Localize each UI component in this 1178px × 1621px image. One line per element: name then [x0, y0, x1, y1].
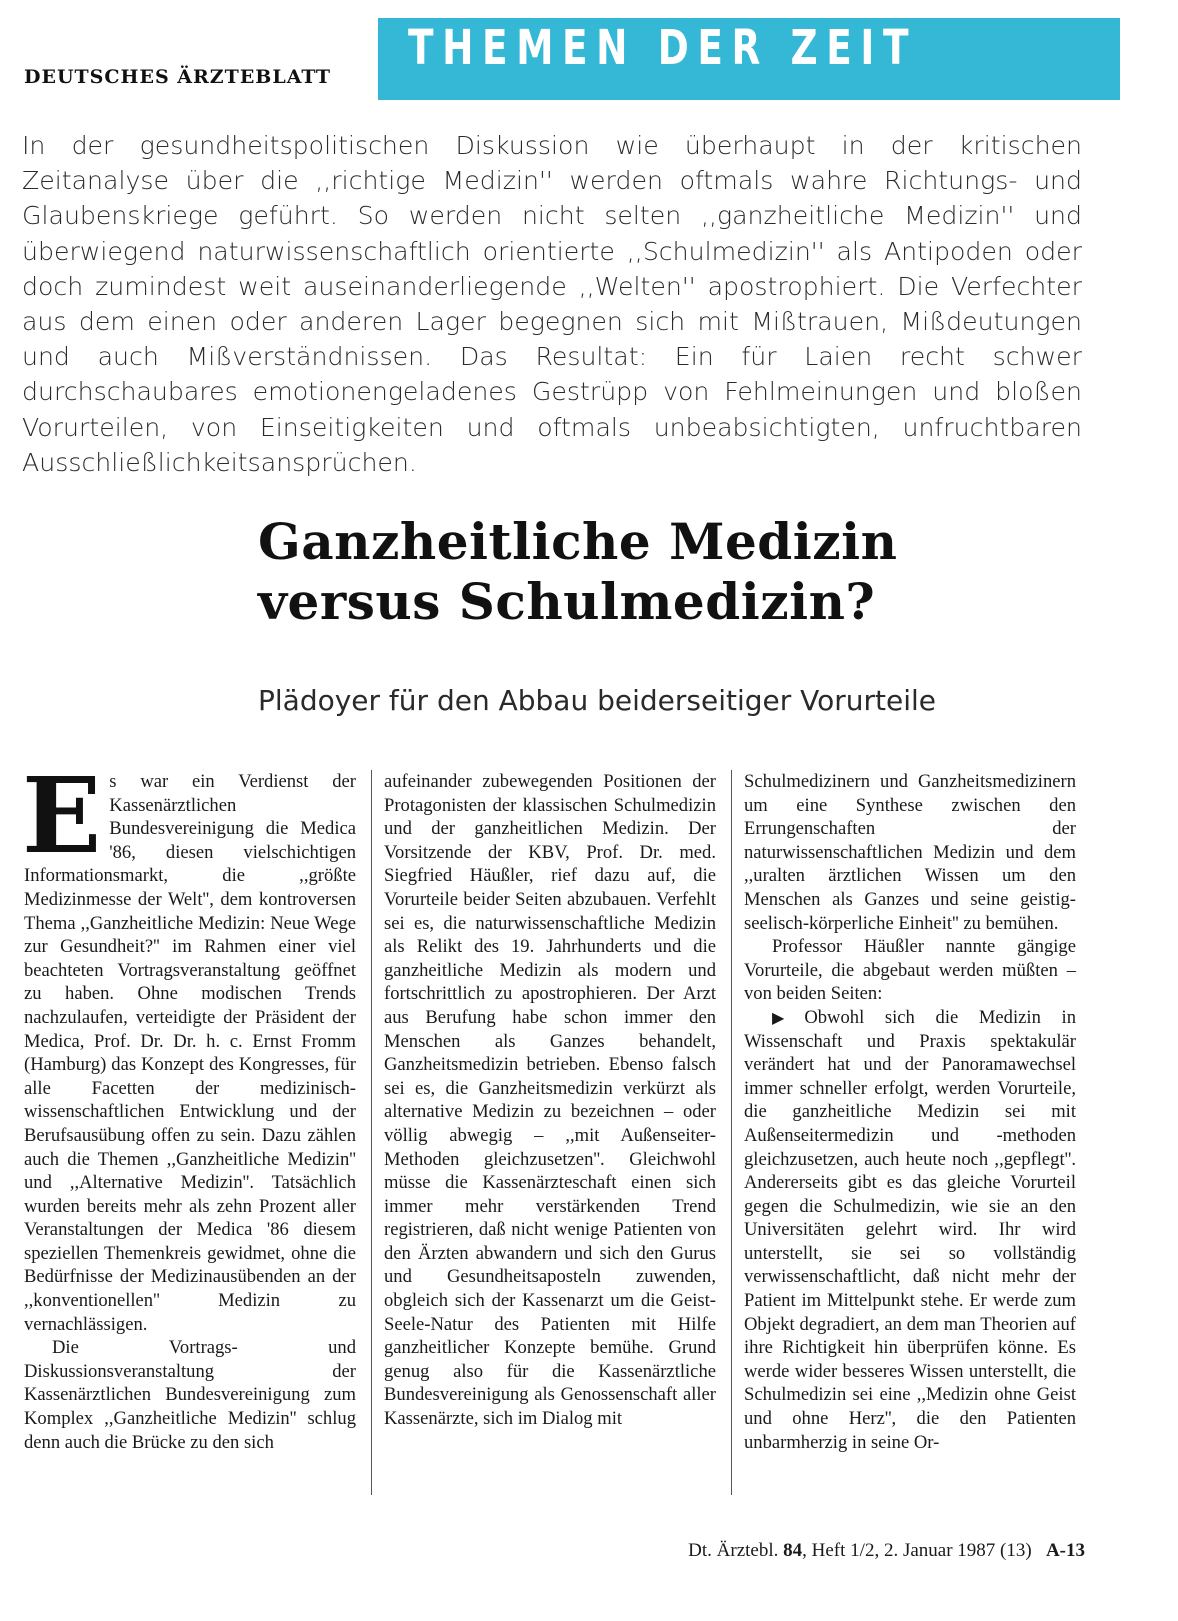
headline-line-2: versus Schulmedizin? [258, 572, 876, 631]
body-paragraph: Schulmedizinern und Ganzheitsmedizinern um eine Synthese zwischen den Errungenschaften der naturwissenschaftlichen Medizin und dem ,,uralten ärztlichen Wissen um den Menschen als Ganzes und seine geistig-seelisch-körperliche Einheit'' zu bemühen. [744, 771, 1076, 934]
article-subtitle: Plädoyer für den Abbau beiderseitiger Vorurteile [258, 684, 937, 717]
footer-volume: 84 [783, 1540, 803, 1561]
drop-cap: E [22, 754, 102, 877]
journal-name: DEUTSCHES ÄRZTEBLATT [24, 66, 332, 88]
masthead [18, 18, 1123, 100]
page-footer [600, 1540, 1085, 1562]
body-paragraph: Die Vortrags- und Diskussionsveranstaltung der Kassenärztlichen Bundesvereinigung zum Komplex ,,Ganzheitliche Medizin'' schlug denn auch die Brücke zu den sich [24, 1337, 356, 1453]
column-divider [731, 770, 732, 1495]
headline-line-1: Ganzheitliche Medizin [258, 512, 898, 571]
body-paragraph: aufeinander zubewegenden Positionen der Protagonisten der klassischen Schulmedizin und der ganzheitlichen Medizin. Der Vorsitzende der KBV, Prof. Dr. med. Siegfried Häußler, rief dazu auf, die Vorurteile beider Seiten abzubauen. Verfehlt sei es, die naturwissenschaftliche Medizin als Relikt des 19. Jahrhunderts und die ganzheitliche Medizin als modern und fortschrittlich zu apostrophieren. Der Arzt aus Berufung habe schon immer den Menschen als Ganzes behandelt, Ganzheitsmedizin betrieben. Ebenso falsch sei es, die Ganzheitsmedizin verkürzt als alternative Medizin zu bezeichnen – oder völlig abwegig – ,,mit Außenseiter-Methoden gleichzusetzen''. Gleichwohl müsse die Kassenärzteschaft einen sich immer mehr verstärkenden Trend registrieren, daß nicht wenige Patienten von den Ärzten abwandern und sich den Gurus und Gesundheitsaposteln zuwenden, obgleich sich der Kassenarzt um die Geist-Seele-Natur des Patienten mit Hilfe ganzheitlicher Konzepte bemühe. Grund genug also für die Kassenärztliche Bundesvereinigung als Genossenschaft aller Kassenärzte, sich im Dialog mit [384, 771, 716, 1430]
bullet-text: Obwohl sich die Medizin in Wissenschaft und Praxis spektakulär verändert hat und der Panoramawechsel immer schneller erfolgt, werden Vorurteile, die ganzheitliche Medizin sei mit Außenseitermedizin und -methoden gleichzusetzen, auch heute noch ,,gepflegt''. Andererseits gibt es das gleiche Vorurteil gegen die Schulmedizin, wie sie an den Universitäten gelehrt wird. Ihr wird unterstellt, sie sei so vollständig verwissenschaftlicht, daß nicht mehr der Patient im Mittelpunkt stehe. Er werde zum Objekt degradiert, an dem man Theorien auf ihre Richtigkeit hin überprüfen könne. Es werde wider besseres Wissen unterstellt, die Schulmedizin sei eine ,,Medizin ohne Geist und ohne Herz'', die den Patienten unbarmherzig in seine Or- [744, 1006, 1076, 1453]
footer-journal: Dt. Ärztebl. [688, 1540, 779, 1561]
body-paragraph: s war ein Verdienst der Kassenärztlichen Bundesvereinigung die Medica '86, diesen vielschichtigen Informationsmarkt, die ,,größte Medizinmesse der Welt'', dem kontroversen Thema ,,Ganzheitliche Medizin: Neue Wege zur Gesundheit?'' im Rahmen einer viel beachteten Vortragsveranstaltung geöffnet zu haben. Ohne modischen Trends nachzulaufen, verteidigte der Präsident der Medica, Prof. Dr. Dr. h. c. Ernst Fromm (Hamburg) das Konzept des Kongresses, für alle Facetten der medizinisch-wissenschaftlichen Entwicklung und der Berufsausübung offen zu sein. Dazu zählen auch die Themen ,,Ganzheitliche Medizin'' und ,,Alternative Medizin''. Tatsächlich wurden bereits mehr als zehn Prozent aller Veranstaltungen der Medica '86 diesem speziellen Themenkreis gewidmet, ohne die Bedürfnisse der Medizinausübenden an der ,,konventionellen'' Medizin zu vernachlässigen. [24, 771, 356, 1335]
body-paragraph [744, 1006, 1076, 1454]
article-headline [258, 512, 897, 632]
column-divider [371, 770, 372, 1495]
section-banner [378, 18, 1120, 100]
body-column-1 [22, 754, 356, 1454]
footer-issue: , Heft 1/2, 2. Januar 1987 (13) [802, 1540, 1032, 1561]
bullet-arrow-icon: ▶ [772, 1007, 801, 1027]
body-column-3 [744, 770, 1076, 1454]
body-paragraph: Professor Häußler nannte gängige Vorurteile, die abgebaut werden müßten – von beiden Seiten: [744, 936, 1076, 1005]
lead-paragraph: In der gesundheitspolitischen Diskussion wie überhaupt in der kritischen Zeitanalyse über die ,,richtige Medizin'' werden oftmals wahre Richtungs- und Glaubenskriege geführt. So werden nicht selten ,,ganzheitliche Medizin'' und überwiegend naturwissenschaftlich orientierte ,,Schulmedizin'' als Antipoden oder doch zumindest weit auseinanderliegende ,,Welten'' apostrophiert. Die Verfechter aus dem einen oder anderen Lager begegnen sich mit Mißtrauen, Mißdeutungen und auch Mißverständnissen. Das Resultat: Ein für Laien recht schwer durchschaubares emotionengeladenes Gestrüpp von Fehlmeinungen und bloßen Vorurteilen, von Einseitigkeiten und oftmals unbeabsichtigten, unfruchtbaren Ausschließlichkeitsansprüchen. [22, 131, 1082, 477]
body-column-2 [384, 770, 716, 1431]
section-title: THEMEN DER ZEIT [408, 20, 918, 76]
page-number: A-13 [1045, 1540, 1085, 1561]
